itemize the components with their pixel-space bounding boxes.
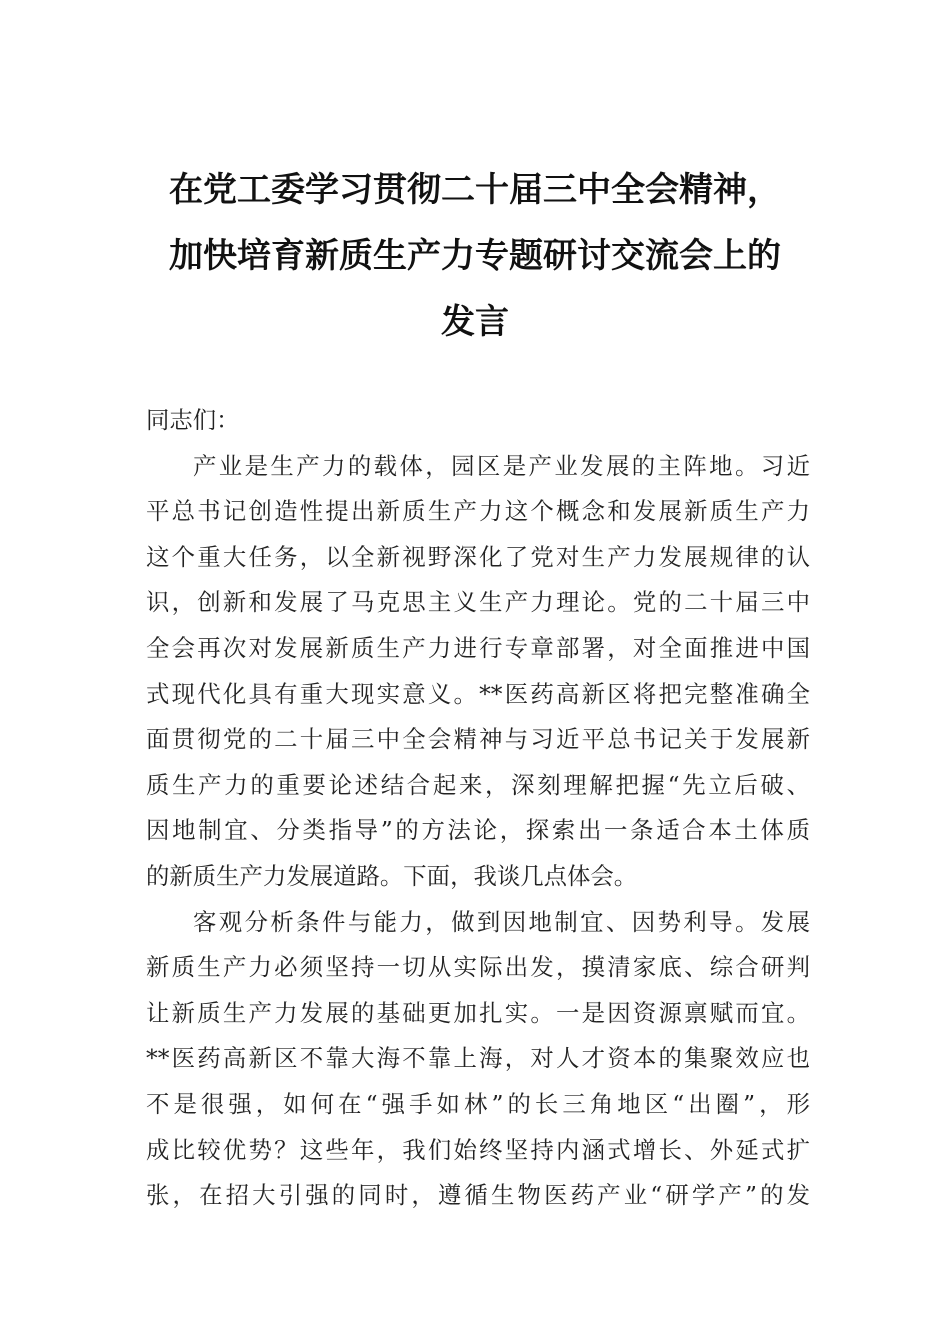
paragraph-line: 全会再次对发展新质生产力进行专章部署，对全面推进中国 [146, 633, 810, 662]
document-body [146, 398, 810, 1219]
paragraph-line: **医药高新区不靠大海不靠上海，对人才资本的集聚效应也 [146, 1044, 810, 1073]
paragraph-line: 不是很强，如何在“强手如林”的长三角地区“出圈”，形 [146, 1089, 810, 1118]
paragraph-line: 质生产力的重要论述结合起来，深刻理解把握“先立后破、 [146, 770, 810, 799]
paragraph-line: 成比较优势？这些年，我们始终坚持内涵式增长、外延式扩 [146, 1135, 810, 1164]
paragraph-line: 平总书记创造性提出新质生产力这个概念和发展新质生产力 [146, 497, 810, 526]
paragraph-1 [146, 444, 810, 900]
title-line: 加快培育新质生产力专题研讨交流会上的 [169, 236, 781, 276]
document-title [120, 157, 830, 355]
paragraph-line: 的新质生产力发展道路。下面，我谈几点体会。 [146, 861, 638, 890]
paragraph-line: 张，在招大引强的同时，遵循生物医药产业“研学产”的发 [146, 1181, 810, 1210]
paragraph-line: 客观分析条件与能力，做到因地制宜、因势利导。发展 [193, 907, 810, 936]
paragraph-line: 新质生产力必须坚持一切从实际出发，摸清家底、综合研判 [146, 953, 810, 982]
title-line: 发言 [441, 302, 509, 342]
paragraph-line: 这个重大任务，以全新视野深化了党对生产力发展规律的认 [146, 542, 810, 571]
title-line: 在党工委学习贯彻二十届三中全会精神， [169, 170, 781, 210]
paragraph-2 [146, 900, 810, 1219]
paragraph-line: 面贯彻党的二十届三中全会精神与习近平总书记关于发展新 [146, 725, 810, 754]
paragraph-line: 让新质生产力发展的基础更加扎实。一是因资源禀赋而宜。 [146, 998, 810, 1027]
paragraph-line: 因地制宜、分类指导”的方法论，探索出一条适合本土体质 [146, 816, 810, 845]
paragraph-line: 产业是生产力的载体，园区是产业发展的主阵地。习近 [193, 451, 810, 480]
paragraph-line: 式现代化具有重大现实意义。**医药高新区将把完整准确全 [146, 679, 810, 708]
salutation: 同志们： [146, 406, 240, 434]
paragraph-line: 识，创新和发展了马克思主义生产力理论。党的二十届三中 [146, 588, 810, 617]
